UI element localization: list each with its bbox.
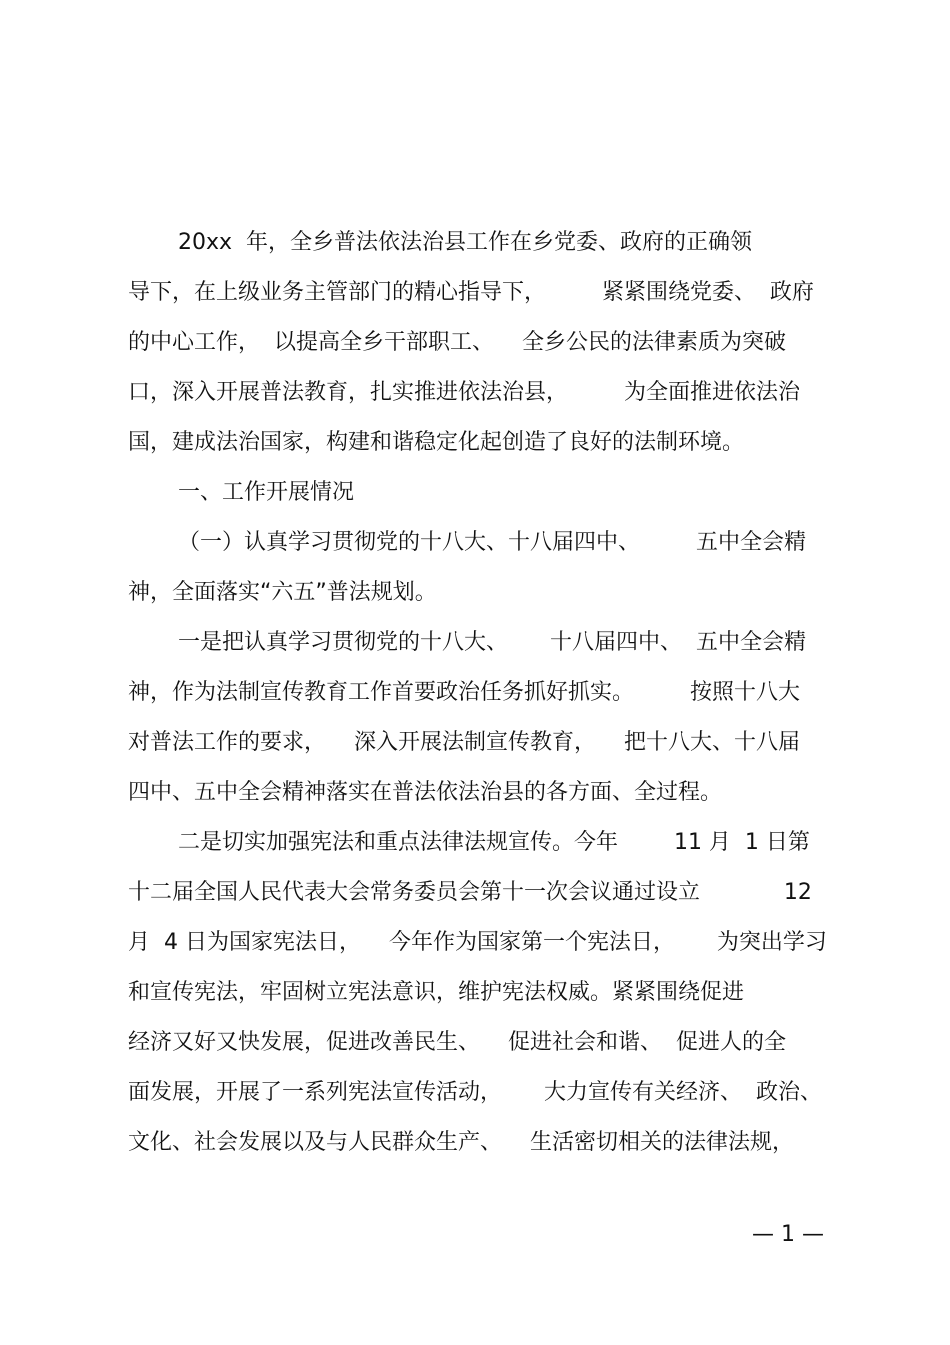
text-line: 月 4 日为国家宪法日， 今年作为国家第一个宪法日， 为突出学习 [128, 930, 827, 955]
text-line: 和宣传宪法，牢固树立宪法意识，维护宪法权威。紧紧围绕促进 [128, 980, 745, 1005]
text-line: 的中心工作， 以提高全乡干部职工、 全乡公民的法律素质为突破 [128, 330, 786, 355]
text-line: 四中、五中全会精神落实在普法依法治县的各方面、全过程。 [128, 780, 723, 805]
text-line: 神，作为法制宣传教育工作首要政治任务抓好抓实。 按照十八大 [128, 680, 800, 705]
subsection-heading: （一）认真学习贯彻党的十八大、十八届四中、 五中全会精 [178, 530, 806, 555]
text-line: 20xx 年，全乡普法依法治县工作在乡党委、政府的正确领 [178, 230, 753, 255]
text-line: 经济又好又快发展，促进改善民生、 促进社会和谐、 促进人的全 [128, 1030, 786, 1055]
page-number: — 1 — [752, 1222, 824, 1247]
text-line: 二是切实加强宪法和重点法律法规宣传。今年 11 月 1 日第 [178, 830, 810, 855]
text-line: 一是把认真学习贯彻党的十八大、 十八届四中、 五中全会精 [178, 630, 806, 655]
text-line: 神，全面落实“六五”普法规划。 [128, 580, 437, 605]
text-line: 导下，在上级业务主管部门的精心指导下， 紧紧围绕党委、 政府 [128, 280, 814, 305]
text-line: 面发展，开展了一系列宪法宣传活动， 大力宣传有关经济、 政治、 [128, 1080, 822, 1105]
text-line: 国，建成法治国家，构建和谐稳定化起创造了良好的法制环境。 [128, 430, 745, 455]
text-line: 口，深入开展普法教育，扎实推进依法治县， 为全面推进依法治 [128, 380, 800, 405]
section-heading: 一、工作开展情况 [178, 480, 355, 505]
text-line: 十二届全国人民代表大会常务委员会第十一次会议通过设立 12 [128, 880, 812, 905]
text-line: 对普法工作的要求， 深入开展法制宣传教育， 把十八大、十八届 [128, 730, 800, 755]
text-line: 文化、社会发展以及与人民群众生产、 生活密切相关的法律法规， [128, 1130, 794, 1155]
